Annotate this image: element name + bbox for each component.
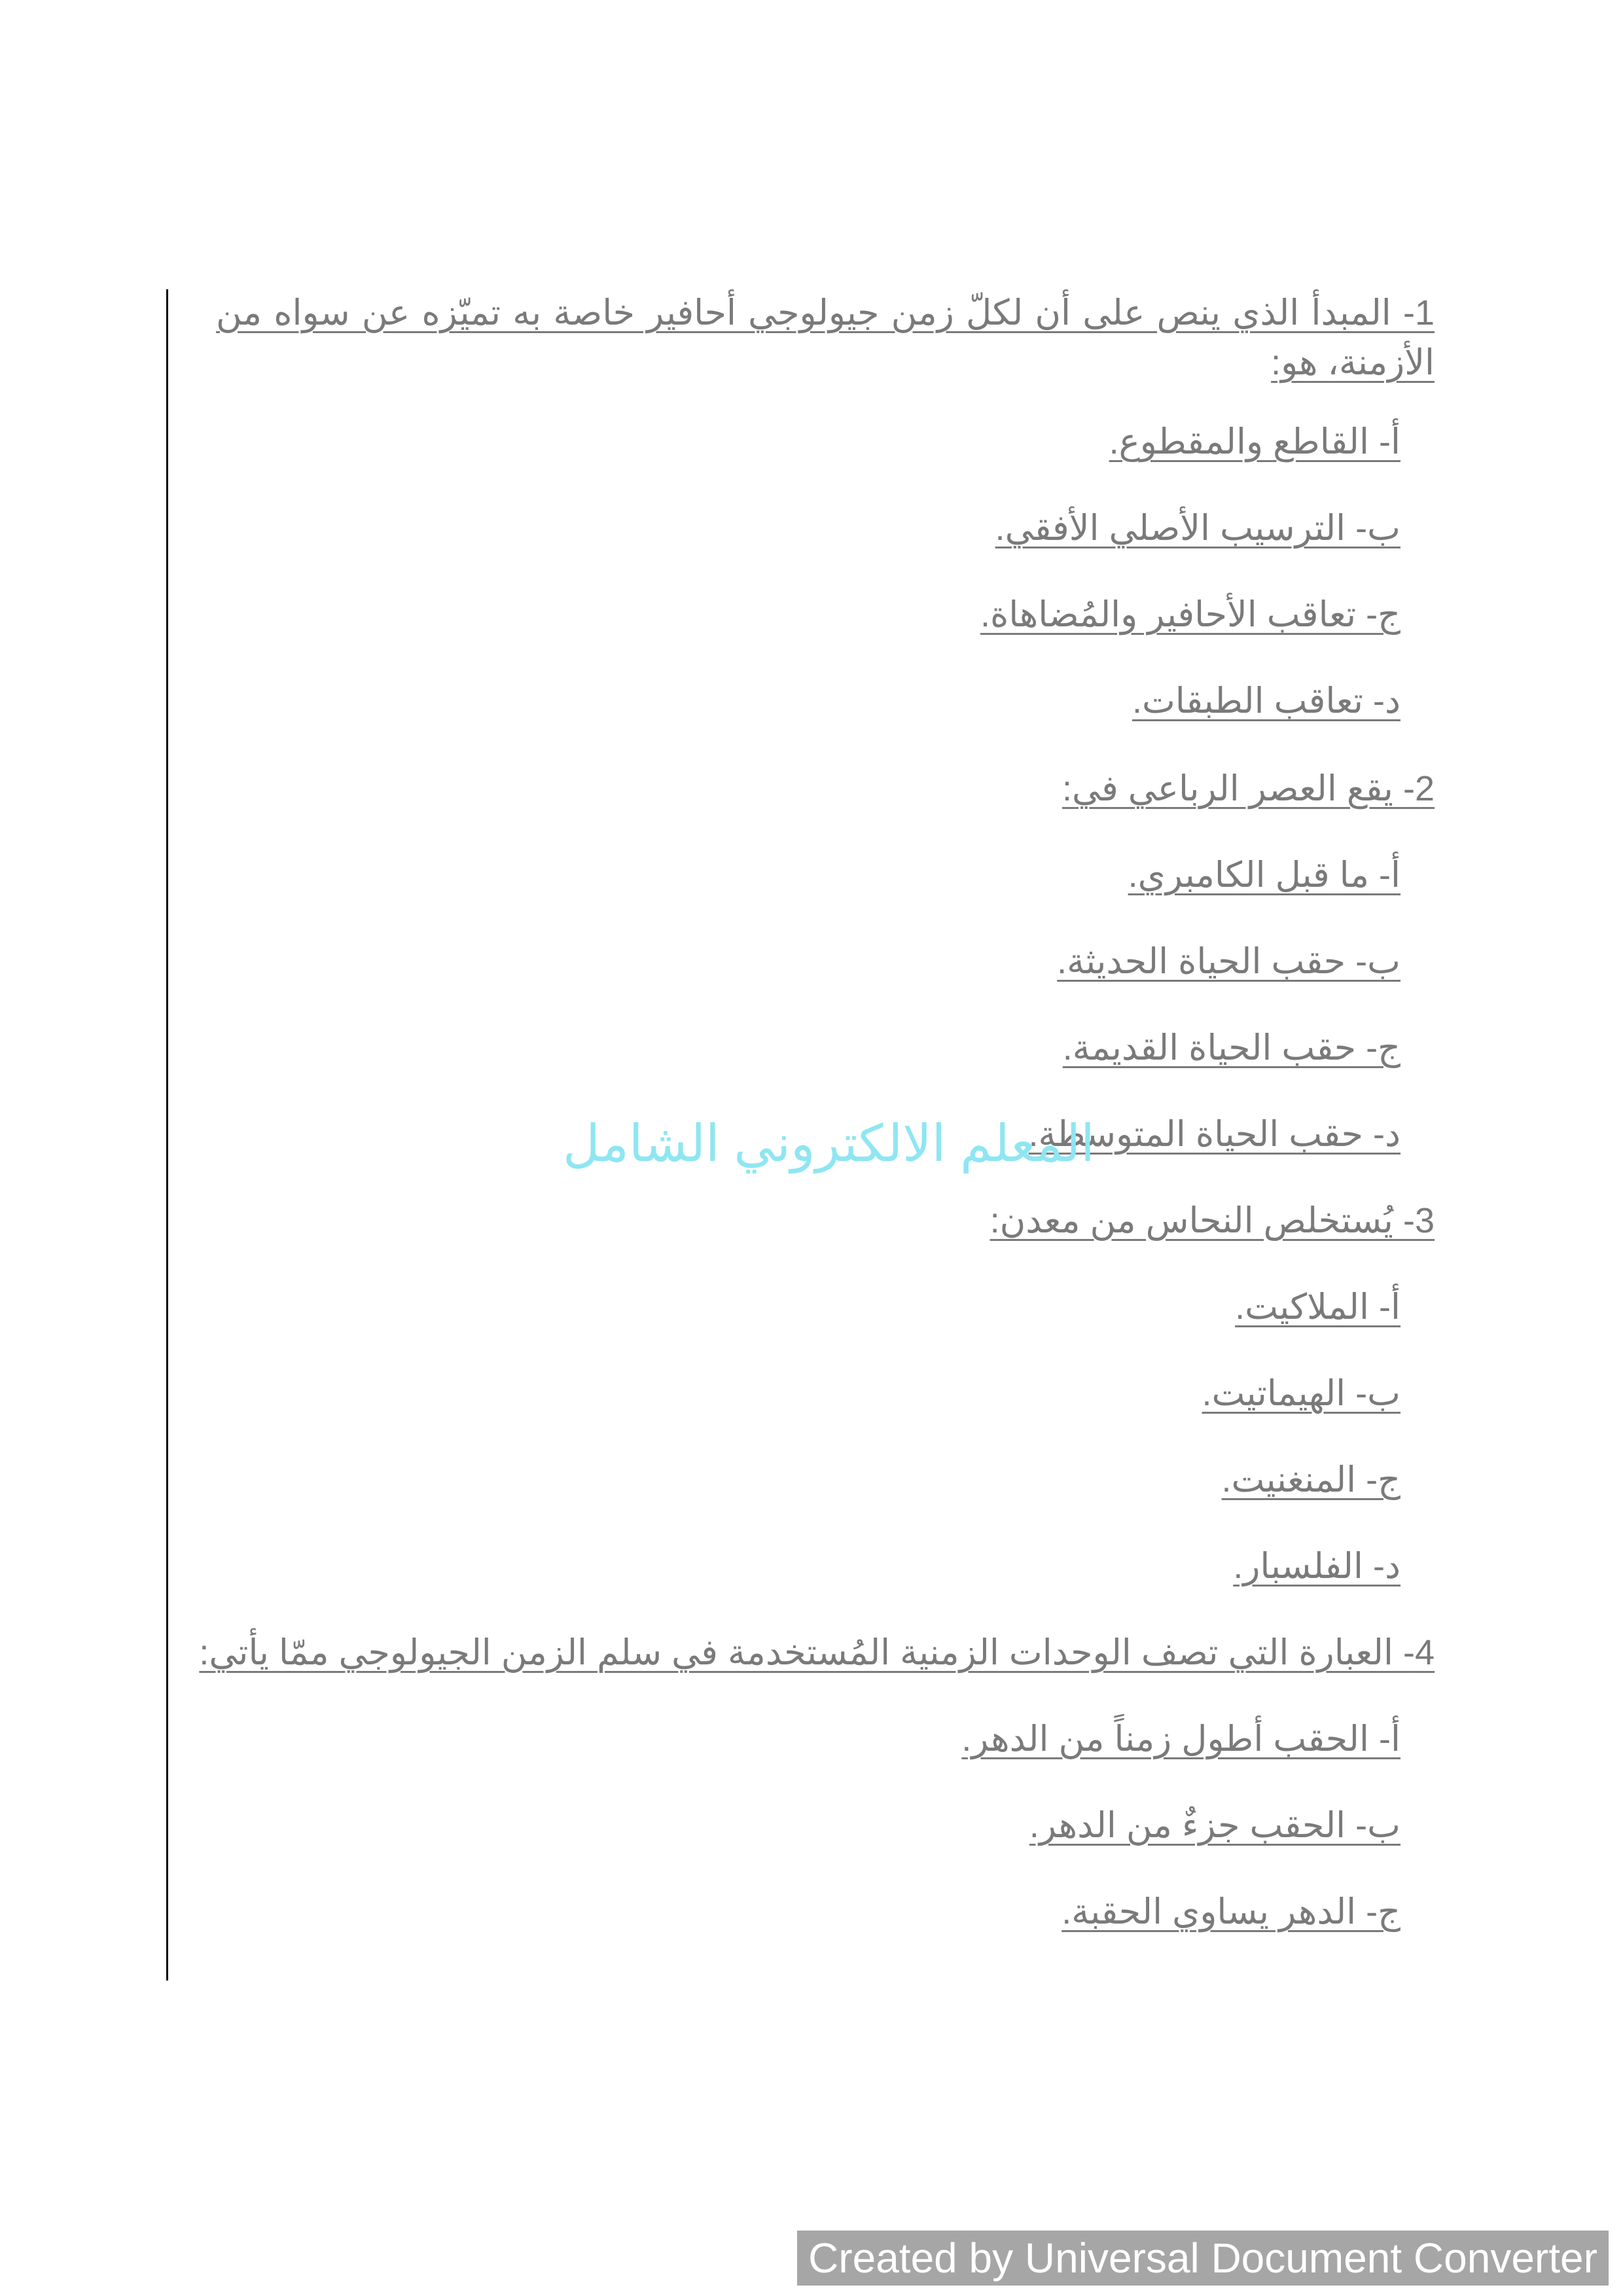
question-3-option-c: ج- المنغنيت. (1221, 1460, 1400, 1499)
question-1-option-d: د- تعاقب الطبقات. (1132, 681, 1400, 721)
converter-badge: Created by Universal Document Converter (797, 2231, 1609, 2286)
question-2-option-b: ب- حقب الحياة الحديثة. (1057, 942, 1400, 981)
question-4-option-b: ب- الحقب جزءٌ من الدهر. (1029, 1806, 1400, 1845)
question-2-text: 2- يقع العصر الرباعي في: (1061, 769, 1435, 808)
question-3-option-a: أ- الملاكيت. (1235, 1287, 1400, 1327)
question-4-option-a: أ- الحقب أطول زمناً من الدهر. (961, 1719, 1400, 1759)
margin-rule (166, 289, 168, 1981)
question-1-option-c: ج- تعاقب الأحافير والمُضاهاة. (980, 595, 1400, 634)
question-1-option-a: أ- القاطع والمقطوع. (1109, 422, 1400, 461)
question-3-option-b: ب- الهيماتيت. (1202, 1374, 1400, 1413)
question-1-option-b: ب- الترسيب الأصلي الأفقي. (995, 509, 1400, 548)
question-2-option-c: ج- حقب الحياة القديمة. (1062, 1028, 1400, 1067)
question-2-option-d: د- حقب الحياة المتوسطة. (1028, 1115, 1400, 1154)
question-4-text: 4- العبارة التي تصف الوحدات الزمنية المُستخدمة في سلم الزمن الجيولوجي ممّا يأتي: (199, 1633, 1435, 1672)
question-3-text: 3- يُستخلص النحاس من معدن: (990, 1201, 1435, 1240)
watermark-text: المعلم الالكتروني الشامل (563, 1115, 1095, 1172)
question-3-option-d: د- الفلسبار. (1233, 1547, 1400, 1586)
question-2-option-a: أ- ما قبل الكامبري. (1128, 855, 1400, 895)
question-4-option-c: ج- الدهر يساوي الحقبة. (1061, 1892, 1400, 1931)
question-1-text: 1- المبدأ الذي ينص على أن لكلّ زمن جيولوجي أحافير خاصة به تميّزه عن سواه من الأزمنة، هو: (216, 293, 1435, 382)
